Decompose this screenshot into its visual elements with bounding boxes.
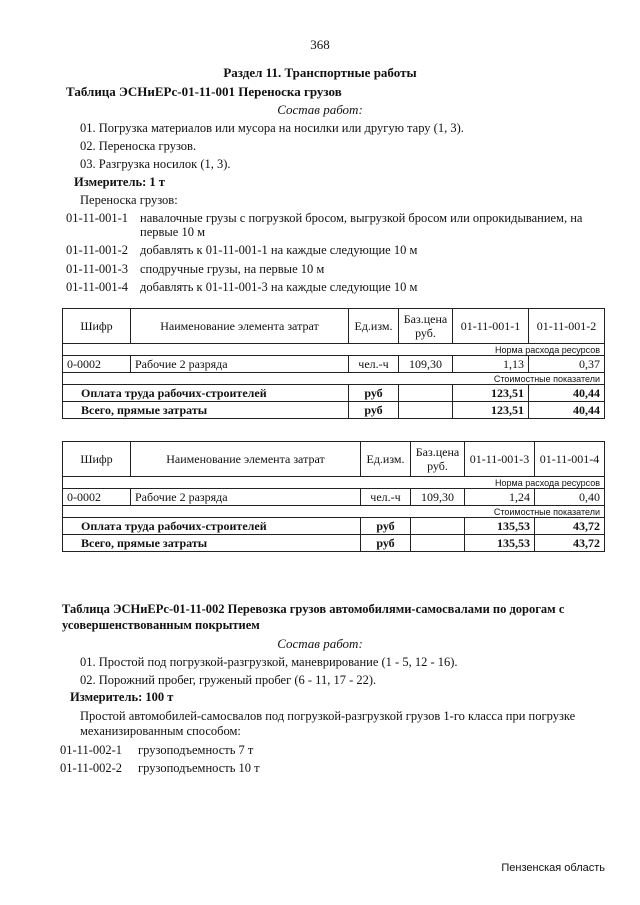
total-name: Всего, прямые затраты bbox=[63, 535, 361, 552]
labor-price bbox=[399, 385, 453, 402]
item-code: 01-11-001-2 bbox=[66, 243, 129, 257]
table-header-row bbox=[63, 309, 605, 344]
item-code: 01-11-001-1 bbox=[66, 211, 129, 225]
labor-v1: 135,53 bbox=[465, 518, 535, 535]
footer-region: Пензенская область bbox=[501, 862, 605, 874]
cell-price: 109,30 bbox=[411, 489, 465, 506]
table1-intro: Переноска грузов: bbox=[80, 193, 178, 207]
table1-composition-label: Состав работ: bbox=[277, 102, 363, 117]
header-name: Наименование элемента затрат bbox=[131, 442, 361, 477]
item-code: 01-11-002-2 bbox=[60, 761, 123, 775]
labor-name: Оплата труда рабочих-строителей bbox=[63, 518, 361, 535]
total-unit: руб bbox=[349, 402, 399, 419]
norm-label: Норма расхода ресурсов bbox=[63, 344, 605, 356]
header-col1: 01-11-001-1 bbox=[453, 309, 529, 344]
header-price-line2: руб. bbox=[415, 326, 436, 340]
header-unit: Ед.изм. bbox=[349, 309, 399, 344]
total-name: Всего, прямые затраты bbox=[63, 402, 349, 419]
header-unit: Ед.изм. bbox=[361, 442, 411, 477]
item-text-cont: первые 10 м bbox=[140, 225, 205, 239]
table2-meter: Измеритель: 100 т bbox=[70, 690, 174, 704]
cell-unit: чел.-ч bbox=[349, 356, 399, 373]
item-text: добавлять к 01-11-001-1 на каждые следующие 10 м bbox=[140, 243, 418, 257]
header-price-line2: руб. bbox=[427, 459, 448, 473]
cell-name: Рабочие 2 разряда bbox=[131, 356, 349, 373]
item-code: 01-11-002-1 bbox=[60, 743, 123, 757]
header-col1: 01-11-001-3 bbox=[465, 442, 535, 477]
header-price bbox=[411, 442, 465, 477]
item-text: грузоподъемность 7 т bbox=[138, 743, 254, 757]
table2-work-2: 02. Порожний пробег, груженый пробег (6 - 11, 17 - 22). bbox=[80, 673, 377, 687]
cell-name: Рабочие 2 разряда bbox=[131, 489, 361, 506]
cost-label-row bbox=[63, 506, 605, 518]
header-price-line1: Баз.цена bbox=[415, 445, 460, 459]
cost-label: Стоимостные показатели bbox=[63, 373, 605, 385]
header-col2: 01-11-001-2 bbox=[529, 309, 605, 344]
table2-title: Таблица ЭСНиЕРс-01-11-002 Перевозка грузов автомобилями-самосвалами по дорогам с bbox=[62, 602, 565, 616]
labor-v2: 43,72 bbox=[535, 518, 605, 535]
labor-v2: 40,44 bbox=[529, 385, 605, 402]
cell-v2: 0,37 bbox=[529, 356, 605, 373]
total-unit: руб bbox=[361, 535, 411, 552]
cell-code: 0-0002 bbox=[63, 489, 131, 506]
cell-v1: 1,13 bbox=[453, 356, 529, 373]
total-v2: 43,72 bbox=[535, 535, 605, 552]
item-code: 01-11-001-4 bbox=[66, 280, 129, 294]
labor-price bbox=[411, 518, 465, 535]
resource-table-1 bbox=[62, 308, 605, 419]
total-price bbox=[411, 535, 465, 552]
cost-label: Стоимостные показатели bbox=[63, 506, 605, 518]
table-row bbox=[63, 402, 605, 419]
norm-label: Норма расхода ресурсов bbox=[63, 477, 605, 489]
table-row bbox=[63, 535, 605, 552]
table2-composition-label: Состав работ: bbox=[277, 636, 363, 651]
table2-work-1: 01. Простой под погрузкой-разгрузкой, маневрирование (1 - 5, 12 - 16). bbox=[80, 655, 458, 669]
labor-unit: руб bbox=[349, 385, 399, 402]
cell-v2: 0,40 bbox=[535, 489, 605, 506]
table1-work-2: 02. Переноска грузов. bbox=[80, 139, 197, 153]
item-text: добавлять к 01-11-001-3 на каждые следующие 10 м bbox=[140, 280, 418, 294]
resource-table-2 bbox=[62, 441, 605, 552]
item-text: грузоподъемность 10 т bbox=[138, 761, 260, 775]
page-number: 368 bbox=[310, 37, 330, 52]
labor-name: Оплата труда рабочих-строителей bbox=[63, 385, 349, 402]
table-row bbox=[63, 356, 605, 373]
norm-label-row bbox=[63, 344, 605, 356]
table-row bbox=[63, 518, 605, 535]
table-row bbox=[63, 385, 605, 402]
cell-v1: 1,24 bbox=[465, 489, 535, 506]
labor-v1: 123,51 bbox=[453, 385, 529, 402]
total-price bbox=[399, 402, 453, 419]
item-code: 01-11-001-3 bbox=[66, 262, 129, 276]
item-text: сподручные грузы, на первые 10 м bbox=[140, 262, 325, 276]
cost-label-row bbox=[63, 373, 605, 385]
table2-intro-cont: механизированным способом: bbox=[80, 724, 241, 738]
table2-title-cont: усовершенствованным покрытием bbox=[62, 618, 260, 632]
cell-price: 109,30 bbox=[399, 356, 453, 373]
header-price-line1: Баз.цена bbox=[403, 312, 448, 326]
header-code: Шифр bbox=[63, 442, 131, 477]
cell-unit: чел.-ч bbox=[361, 489, 411, 506]
total-v2: 40,44 bbox=[529, 402, 605, 419]
table2-intro: Простой автомобилей-самосвалов под погрузкой-разгрузкой грузов 1-го класса при погрузке bbox=[80, 709, 576, 723]
table1-meter: Измеритель: 1 т bbox=[74, 175, 165, 189]
labor-unit: руб bbox=[361, 518, 411, 535]
header-name: Наименование элемента затрат bbox=[131, 309, 349, 344]
table1-work-3: 03. Разгрузка носилок (1, 3). bbox=[80, 157, 231, 171]
table1-title: Таблица ЭСНиЕРс-01-11-001 Переноска грузов bbox=[66, 84, 342, 99]
table1-work-1: 01. Погрузка материалов или мусора на носилки или другую тару (1, 3). bbox=[80, 121, 464, 135]
header-col2: 01-11-001-4 bbox=[535, 442, 605, 477]
total-v1: 123,51 bbox=[453, 402, 529, 419]
total-v1: 135,53 bbox=[465, 535, 535, 552]
section-title: Раздел 11. Транспортные работы bbox=[223, 65, 417, 80]
table-row bbox=[63, 489, 605, 506]
table-header-row bbox=[63, 442, 605, 477]
header-code: Шифр bbox=[63, 309, 131, 344]
item-text: навалочные грузы с погрузкой бросом, выгрузкой бросом или опрокидыванием, на bbox=[140, 211, 583, 225]
header-price bbox=[399, 309, 453, 344]
cell-code: 0-0002 bbox=[63, 356, 131, 373]
norm-label-row bbox=[63, 477, 605, 489]
